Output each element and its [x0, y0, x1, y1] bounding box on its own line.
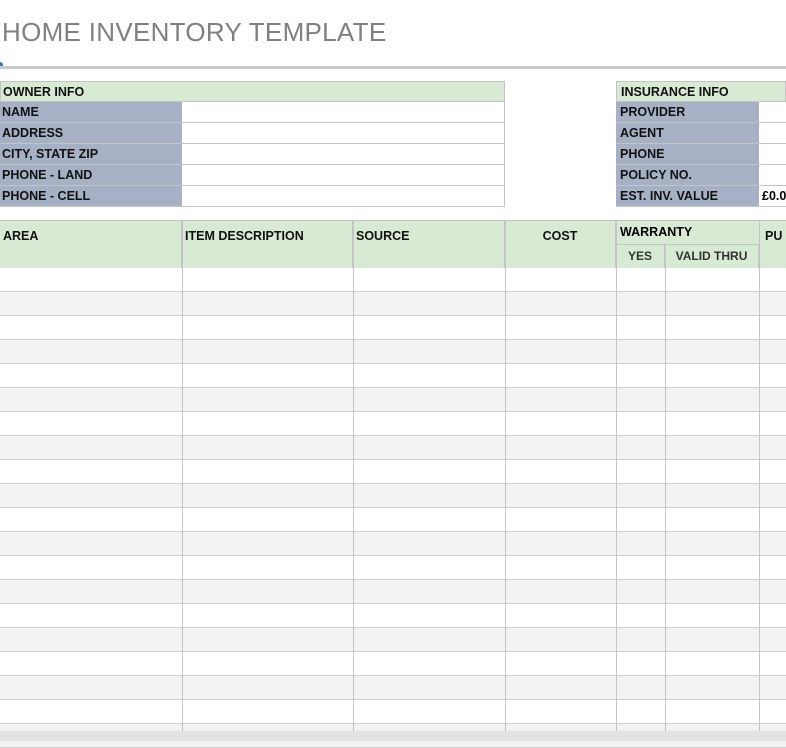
- column-header-area[interactable]: AREA: [0, 221, 182, 268]
- column-divider: [759, 220, 760, 741]
- insurance-field-label: AGENT: [616, 123, 759, 144]
- insurance-agent-input[interactable]: [759, 123, 786, 144]
- insurance-field-row: [616, 144, 786, 165]
- owner-field-label: PHONE - LAND: [0, 165, 182, 186]
- table-header: [0, 220, 786, 268]
- table-row[interactable]: [0, 436, 786, 460]
- column-header-warranty-valid-thru[interactable]: VALID THRU: [665, 244, 759, 268]
- insurance-info-block: [616, 81, 786, 207]
- insurance-field-label: POLICY NO.: [616, 165, 759, 186]
- table-row[interactable]: [0, 508, 786, 532]
- column-divider: [665, 243, 666, 741]
- table-body: [0, 268, 786, 748]
- insurance-field-row: [616, 123, 786, 144]
- table-row[interactable]: [0, 340, 786, 364]
- insurance-field-label: PHONE: [616, 144, 759, 165]
- owner-info-block: [0, 81, 505, 207]
- owner-address-input[interactable]: [182, 123, 505, 144]
- table-row[interactable]: [0, 484, 786, 508]
- column-header-source[interactable]: SOURCE: [353, 221, 505, 268]
- table-row[interactable]: [0, 556, 786, 580]
- column-divider: [353, 220, 354, 741]
- owner-field-label: NAME: [0, 102, 182, 123]
- column-header-warranty[interactable]: WARRANTY: [620, 225, 693, 239]
- table-row[interactable]: [0, 292, 786, 316]
- owner-field-label: CITY, STATE ZIP: [0, 144, 182, 165]
- insurance-info-header: INSURANCE INFO: [616, 81, 786, 102]
- column-divider: [505, 220, 506, 741]
- column-divider: [616, 220, 617, 741]
- owner-name-input[interactable]: [182, 102, 505, 123]
- table-row[interactable]: [0, 532, 786, 556]
- table-row[interactable]: [0, 460, 786, 484]
- table-row[interactable]: [0, 604, 786, 628]
- insurance-policy-no-input[interactable]: [759, 165, 786, 186]
- column-header-purchase[interactable]: PU: [765, 229, 783, 243]
- table-row[interactable]: [0, 412, 786, 436]
- insurance-est-inv-value-cell[interactable]: £0.0: [759, 186, 786, 207]
- insurance-field-label: PROVIDER: [616, 102, 759, 123]
- page-title: HOME INVENTORY TEMPLATE: [2, 17, 387, 47]
- owner-field-row: [0, 186, 505, 207]
- column-header-item-description[interactable]: ITEM DESCRIPTION: [182, 221, 353, 268]
- insurance-field-label: EST. INV. VALUE: [616, 186, 759, 207]
- table-row[interactable]: [0, 652, 786, 676]
- owner-field-label: ADDRESS: [0, 123, 182, 144]
- table-row[interactable]: [0, 676, 786, 700]
- owner-phone-cell-input[interactable]: [182, 186, 505, 207]
- owner-city-state-zip-input[interactable]: [182, 144, 505, 165]
- table-row[interactable]: [0, 316, 786, 340]
- owner-field-row: [0, 144, 505, 165]
- title-divider: [0, 66, 786, 69]
- table-row[interactable]: [0, 388, 786, 412]
- owner-field-row: [0, 102, 505, 123]
- insurance-field-row: [616, 165, 786, 186]
- table-row[interactable]: [0, 700, 786, 724]
- owner-field-row: [0, 165, 505, 186]
- table-row[interactable]: [0, 364, 786, 388]
- column-header-warranty-yes[interactable]: YES: [616, 244, 665, 268]
- insurance-field-row: [616, 186, 786, 207]
- table-row[interactable]: [0, 628, 786, 652]
- insurance-provider-input[interactable]: [759, 102, 786, 123]
- insurance-field-row: [616, 102, 786, 123]
- owner-field-row: [0, 123, 505, 144]
- column-header-cost[interactable]: COST: [505, 221, 616, 268]
- column-divider: [182, 220, 183, 741]
- insurance-phone-input[interactable]: [759, 144, 786, 165]
- table-row[interactable]: [0, 580, 786, 604]
- inventory-table: [0, 220, 786, 748]
- table-row[interactable]: [0, 268, 786, 292]
- owner-info-header: OWNER INFO: [0, 81, 505, 102]
- owner-field-label: PHONE - CELL: [0, 186, 182, 207]
- sheet-bottom-edge: [0, 731, 786, 741]
- owner-phone-land-input[interactable]: [182, 165, 505, 186]
